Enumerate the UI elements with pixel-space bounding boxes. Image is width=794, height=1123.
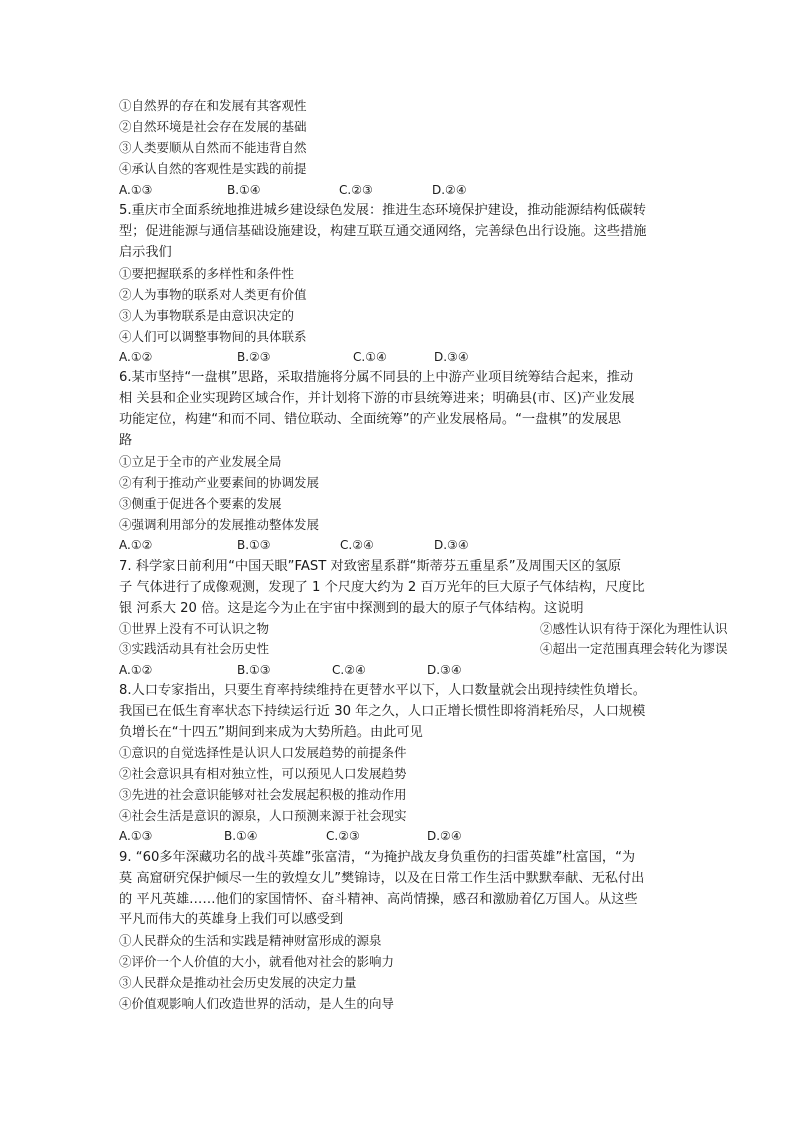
q8-choice-d: D.②④ bbox=[427, 829, 462, 843]
q5-stem-line-3: 启示我们 bbox=[119, 245, 172, 260]
q9-option-3: ③人民群众是推动社会历史发展的决定力量 bbox=[119, 975, 357, 990]
q6-option-2: ②有利于推动产业要素间的协调发展 bbox=[119, 475, 320, 490]
q4-choice-b: B.①④ bbox=[227, 183, 261, 197]
q5-choice-d: D.③④ bbox=[434, 350, 469, 364]
q6-choice-c: C.②④ bbox=[340, 538, 374, 552]
q7-choice-c: C.②④ bbox=[332, 663, 366, 677]
q8-option-2: ②社会意识具有相对独立性，可以预见人口发展趋势 bbox=[119, 766, 407, 781]
q6-stem-line-3: 功能定位，构建“和而不同、错位联动、全面统筹”的产业发展格局。“一盘棋”的发展思 bbox=[119, 412, 622, 427]
q7-option-3: ③实践活动具有社会历史性 bbox=[119, 641, 270, 656]
q6-choices bbox=[119, 535, 679, 555]
q5-option-1: ①要把握联系的多样性和条件性 bbox=[119, 266, 295, 281]
q5-option-2: ②人为事物的联系对人类更有价值 bbox=[119, 287, 307, 302]
q4-choices bbox=[119, 180, 679, 200]
q8-choice-c: C.②③ bbox=[326, 829, 360, 843]
q4-choice-c: C.②③ bbox=[339, 183, 373, 197]
q8-option-1: ①意识的自觉选择性是认识人口发展趋势的前提条件 bbox=[119, 745, 407, 760]
q7-stem-line-2: 子 气体进行了成像观测，发现了 1 个尺度大约为 2 百万光年的巨大原子气体结构，尺度比 bbox=[119, 580, 645, 595]
q6-choice-a: A.①② bbox=[119, 538, 153, 552]
q6-stem-line-2: 相 关县和企业实现跨区域合作，并计划将下游的市县统筹进来；明确县(市、区)产业发展 bbox=[119, 391, 635, 406]
q9-option-1: ①人民群众的生活和实践是精神财富形成的源泉 bbox=[119, 933, 382, 948]
q4-choice-d: D.②④ bbox=[432, 183, 467, 197]
q7-option-4: ④超出一定范围真理会转化为谬误 bbox=[540, 641, 728, 656]
q5-option-4: ④人们可以调整事物间的具体联系 bbox=[119, 329, 307, 344]
q6-choice-b: B.①③ bbox=[237, 538, 271, 552]
q7-choice-a: A.①② bbox=[119, 663, 153, 677]
q9-option-4: ④价值观影响人们改造世界的活动，是人生的向导 bbox=[119, 996, 395, 1011]
q7-option-1: ①世界上没有不可认识之物 bbox=[119, 621, 270, 636]
q4-option-4: ④承认自然的客观性是实践的前提 bbox=[119, 161, 307, 176]
q7-choices bbox=[119, 660, 679, 680]
q8-stem-line-2: 我国已在低生育率状态下持续运行近 30 年之久，人口正增长惯性即将消耗殆尽，人口规模 bbox=[119, 704, 646, 719]
q7-option-row-2 bbox=[119, 639, 728, 659]
q5-choices bbox=[119, 347, 679, 367]
q5-choice-b: B.②③ bbox=[237, 350, 271, 364]
q8-choices bbox=[119, 826, 679, 846]
q5-stem-line-2: 型；促进能源与通信基础设施建设，构建互联互通交通网络，完善绿色出行设施。这些措施 bbox=[119, 224, 647, 239]
q6-option-4: ④强调利用部分的发展推动整体发展 bbox=[119, 517, 320, 532]
q7-option-2: ②感性认识有待于深化为理性认识 bbox=[540, 621, 728, 636]
q6-stem-line-4: 路 bbox=[119, 433, 133, 448]
q6-stem-line-1: 6.某市坚持“一盘棋”思路，采取措施将分属不同县的上中游产业项目统筹结合起来，推动 bbox=[119, 370, 634, 385]
q8-stem-line-3: 负增长在“十四五”期间到来成为大势所趋。由此可见 bbox=[119, 725, 423, 740]
q6-choice-d: D.③④ bbox=[434, 538, 469, 552]
q8-choice-b: B.①④ bbox=[224, 829, 258, 843]
q6-option-1: ①立足于全市的产业发展全局 bbox=[119, 454, 282, 469]
q8-stem-line-1: 8.人口专家指出，只要生育率持续维持在更替水平以下，人口数量就会出现持续性负增长。 bbox=[119, 683, 646, 698]
q7-option-row-1 bbox=[119, 619, 728, 639]
q8-option-3: ③先进的社会意识能够对社会发展起积极的推动作用 bbox=[119, 787, 407, 802]
q9-stem-line-3: 的 平凡英雄……他们的家国情怀、奋斗精神、高尚情操，感召和激励着亿万国人。从这些 bbox=[119, 892, 638, 907]
q4-choice-a: A.①③ bbox=[119, 183, 153, 197]
q5-option-3: ③人为事物联系是由意识决定的 bbox=[119, 308, 295, 323]
q7-choice-b: B.①③ bbox=[237, 663, 271, 677]
q7-stem-line-1: 7. 科学家日前利用“中国天眼”FAST 对致密星系群“斯蒂芬五重星系”及周围天区的氢原 bbox=[119, 559, 622, 574]
q7-choice-d: D.③④ bbox=[427, 663, 462, 677]
q9-stem-line-1: 9. “60多年深藏功名的战斗英雄”张富清，“为掩护战友身负重伤的扫雷英雄”杜富国，“为 bbox=[119, 850, 636, 865]
q9-stem-line-2: 莫 高窟研究保护倾尽一生的敦煌女儿”樊锦诗，以及在日常工作生活中默默奉献、无私付出 bbox=[119, 871, 645, 886]
q5-choice-a: A.①② bbox=[119, 350, 153, 364]
q9-stem-line-4: 平凡而伟大的英雄身上我们可以感受到 bbox=[119, 912, 344, 927]
q4-option-2: ②自然环境是社会存在发展的基础 bbox=[119, 119, 307, 134]
q5-choice-c: C.①④ bbox=[353, 350, 387, 364]
q4-option-1: ①自然界的存在和发展有其客观性 bbox=[119, 98, 307, 113]
q8-choice-a: A.①③ bbox=[119, 829, 153, 843]
q5-stem-line-1: 5.重庆市全面系统地推进城乡建设绿色发展：推进生态环境保护建设，推动能源结构低碳转 bbox=[119, 203, 646, 218]
q8-option-4: ④社会生活是意识的源泉，人口预测来源于社会现实 bbox=[119, 808, 407, 823]
q7-stem-line-3: 银 河系大 20 倍。这是迄今为止在宇宙中探测到的最大的原子气体结构。这说明 bbox=[119, 601, 584, 616]
q9-option-2: ②评价一个人价值的大小，就看他对社会的影响力 bbox=[119, 954, 395, 969]
q4-option-3: ③人类要顺从自然而不能违背自然 bbox=[119, 140, 307, 155]
q6-option-3: ③侧重于促进各个要素的发展 bbox=[119, 496, 282, 511]
